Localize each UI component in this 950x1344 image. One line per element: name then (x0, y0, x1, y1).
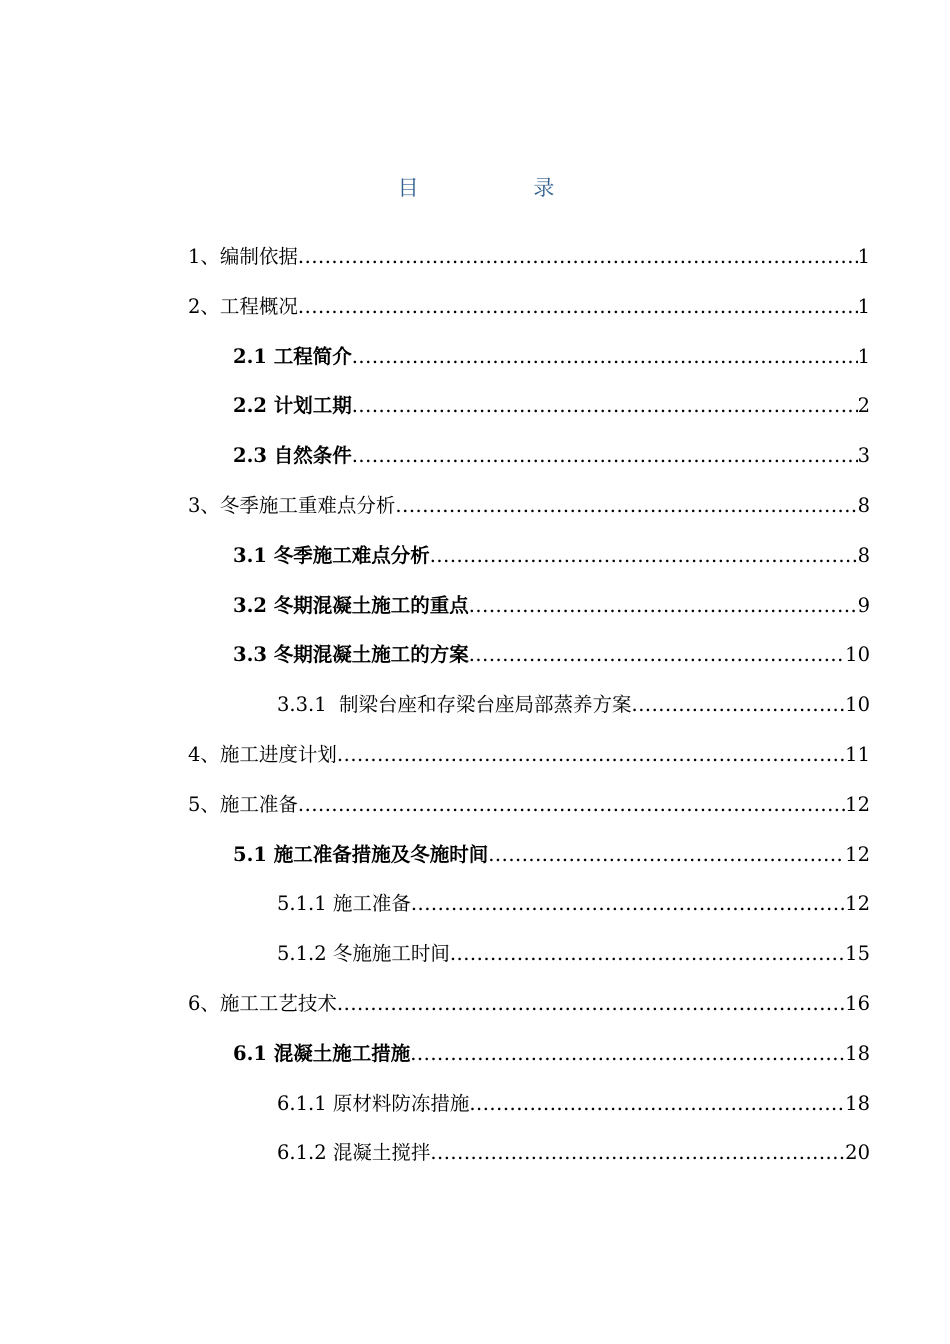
toc-dot-leader (352, 443, 858, 469)
toc-entry-label: 5.1.2 冬施施工时间 (277, 942, 450, 966)
toc-dot-leader (337, 991, 845, 1017)
toc-entry[interactable] (233, 379, 870, 419)
toc-page-number: 16 (845, 992, 870, 1015)
toc-entry-label: 3.1 冬季施工难点分析 (233, 543, 430, 567)
toc-page-number: 10 (845, 693, 870, 717)
toc-entry[interactable] (233, 429, 870, 469)
toc-entry[interactable] (188, 230, 870, 270)
toc-entry[interactable] (277, 877, 870, 917)
toc-entry[interactable] (188, 728, 870, 768)
toc-entry[interactable] (233, 529, 870, 569)
toc-entry-label: 3、冬季施工重难点分析 (188, 494, 396, 517)
toc-entry[interactable] (233, 330, 870, 370)
toc-entry-label: 2.1 工程简介 (233, 344, 352, 368)
toc-page-number: 12 (845, 792, 870, 816)
toc-title: 目 录 (397, 176, 609, 200)
toc-entry[interactable] (233, 579, 870, 619)
toc-page-number: 18 (845, 1091, 870, 1115)
toc-page-number: 9 (857, 593, 870, 617)
toc-entry-label: 6.1 混凝土施工措施 (233, 1041, 411, 1065)
toc-entry-label: 6.1.2 混凝土搅拌 (277, 1141, 431, 1165)
toc-entry-label: 5.1 施工准备措施及冬施时间 (233, 842, 489, 866)
toc-dot-leader (352, 393, 858, 419)
toc-dot-leader (430, 1140, 845, 1166)
toc-entry[interactable] (233, 1027, 870, 1067)
toc-page-number: 2 (857, 394, 870, 418)
toc-dot-leader (395, 493, 857, 519)
toc-entry-label: 3.3 冬期混凝土施工的方案 (233, 643, 469, 667)
toc-page-number: 1 (857, 344, 870, 368)
toc-entry[interactable] (277, 1077, 870, 1117)
toc-page-number: 18 (845, 1041, 870, 1065)
toc-dot-leader (410, 1041, 845, 1067)
toc-page-number: 20 (845, 1141, 870, 1165)
toc-entry[interactable] (188, 778, 870, 818)
toc-dot-leader (411, 891, 845, 917)
toc-page-number: 12 (845, 892, 870, 916)
toc-dot-leader (469, 642, 845, 668)
toc-entry[interactable] (188, 977, 870, 1017)
toc-dot-leader (632, 692, 846, 718)
toc-page-number: 1 (857, 245, 870, 268)
toc-dot-leader (337, 742, 845, 768)
toc-entry[interactable] (188, 479, 870, 519)
toc-page-number: 15 (845, 942, 870, 966)
toc-dot-leader (352, 344, 858, 370)
toc-page-number: 8 (857, 543, 870, 567)
toc-entry[interactable] (277, 678, 870, 718)
toc-entry[interactable] (233, 628, 870, 668)
toc-dot-leader (469, 593, 858, 619)
toc-dot-leader (450, 941, 845, 967)
toc-entry-label: 4、施工进度计划 (188, 743, 337, 766)
toc-page-number: 1 (857, 294, 870, 318)
toc-page-number: 10 (845, 643, 870, 667)
toc-dot-leader (298, 244, 858, 270)
toc-entry-label: 3.2 冬期混凝土施工的重点 (233, 593, 469, 617)
toc-entry[interactable] (277, 1126, 870, 1166)
toc-entry-label: 2、工程概况 (188, 294, 298, 318)
toc-dot-leader (298, 792, 845, 818)
toc-page-number: 3 (857, 444, 870, 468)
toc-entry-label: 6、施工工艺技术 (188, 992, 337, 1015)
toc-entry-label: 2.3 自然条件 (233, 444, 352, 468)
toc-dot-leader (430, 543, 858, 569)
toc-dot-leader (298, 294, 858, 320)
toc-entry[interactable] (277, 927, 870, 967)
toc-page-number: 8 (857, 494, 870, 517)
toc-entry-label: 1、编制依据 (188, 245, 298, 268)
toc-entry[interactable] (188, 280, 870, 320)
toc-entry[interactable] (233, 828, 870, 868)
toc-entry-label: 5.1.1 施工准备 (277, 892, 411, 916)
toc-entry-label: 3.3.1 制梁台座和存梁台座局部蒸养方案 (277, 693, 632, 717)
toc-page-number: 12 (845, 842, 870, 866)
toc-entry-label: 5、施工准备 (188, 792, 298, 816)
toc-page-number: 11 (845, 743, 870, 766)
toc-dot-leader (469, 1091, 845, 1117)
toc-dot-leader (488, 842, 845, 868)
toc-entry-label: 6.1.1 原材料防冻措施 (277, 1091, 470, 1115)
toc-entry-label: 2.2 计划工期 (233, 394, 352, 418)
